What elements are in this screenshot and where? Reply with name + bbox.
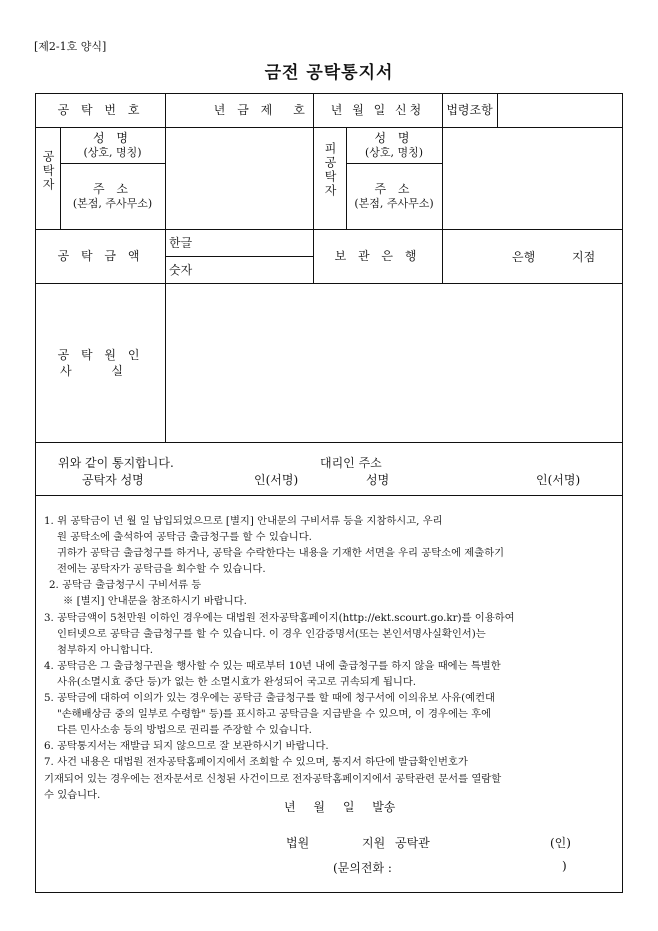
year-text: 년 금 제 — [213, 103, 277, 118]
cause-line2: 사 실 — [60, 364, 141, 378]
note-line: 7. 사건 내용은 대법원 전자공탁홈페이지에서 조회할 수 있으며, 통지서 하단에 발급확인번호가 — [44, 756, 468, 769]
depositee-addr-label — [346, 164, 442, 229]
amount-label: 공 탁 금 액 — [57, 249, 144, 264]
addr-label: 주 소 — [93, 181, 132, 196]
seal-2: 인(서명) — [536, 473, 581, 487]
cause-label — [36, 284, 165, 442]
amount-number-label: 숫자 — [169, 263, 193, 277]
branch-text: 지점 — [572, 250, 596, 264]
note-line: 인터넷으로 공탁금 출급청구를 할 수 있습니다. 이 경우 인감증명서(또는 본인서명사실확인서)는 — [57, 627, 486, 640]
depositee-name-label — [346, 128, 442, 163]
note-line: 수 있습니다. — [44, 788, 101, 801]
depositor-side-label: 공탁자 — [41, 150, 55, 192]
depositee-side-label: 피공탁자 — [323, 142, 337, 198]
bank-text: 은행 — [512, 250, 536, 264]
note-line: 3. 공탁금액이 5천만원 이하인 경우에는 대법원 전자공탁홈페이지(http://ekt.scourt.go.kr)를 이용하여 — [44, 611, 515, 624]
note-line: 기재되어 있는 경우에는 전자문서로 신청된 사건이므로 전자공탁홈페이지에서 공탁관련 문서를 열람할 — [44, 772, 502, 785]
note-line: 6. 공탁통지서는 재발급 되지 않으므로 잘 보관하시기 바랍니다. — [44, 740, 329, 753]
note-line: 4. 공탁금은 그 출급청구권을 행사할 수 있는 때로부터 10년 내에 출급청구를 하지 않을 때에는 특별한 — [44, 659, 501, 672]
name-sub: (상호, 명칭) — [83, 146, 142, 160]
note-line: 원 공탁소에 출석하여 공탁금 출급청구를 할 수 있습니다. — [57, 531, 312, 544]
notes-section — [44, 513, 616, 803]
deposit-number-label: 공 탁 번 호 — [57, 103, 144, 118]
note-line: 사유(소멸시효 중단 등)가 없는 한 소멸시효가 완성되어 국고로 귀속되게 됩니다. — [57, 675, 417, 688]
name-label: 성 명 — [93, 130, 132, 145]
addr-sub: (본점, 주사무소) — [354, 197, 434, 211]
note-line: 전에는 공탁자가 공탁금을 회수할 수 있습니다. — [57, 563, 266, 576]
officer-label: 지원 공탁관 — [362, 836, 430, 850]
depositor-addr-label — [60, 164, 165, 229]
note-line: ※ [별지] 안내문을 참조하시기 바랍니다. — [63, 595, 247, 608]
document-title: 금전 공탁통지서 — [264, 63, 394, 83]
apply-date-label: 년 월 일 신청 — [330, 103, 425, 118]
col-divider — [497, 94, 498, 128]
notify-text: 위와 같이 통지합니다. — [58, 456, 174, 470]
row-divider — [36, 495, 623, 496]
form-number: [제2-1호 양식] — [34, 40, 107, 53]
name-label: 성 명 — [374, 130, 414, 145]
note-line: 다른 민사소송 등의 방법으로 권리를 주장할 수 있습니다. — [57, 724, 312, 737]
agent-address-label: 대리인 주소 — [320, 456, 382, 470]
note-line: 2. 공탁금 출급청구시 구비서류 등 — [49, 579, 202, 592]
row-divider — [165, 256, 313, 257]
row-divider — [36, 442, 623, 443]
agent-name-field: 성명 — [366, 473, 390, 487]
note-line: 1. 위 공탁금이 년 월 일 납입되었으므로 [별지] 안내문의 구비서류 등을 지참하시고, 우리 — [44, 515, 443, 527]
note-line: 첨부하지 아니합니다. — [57, 643, 154, 656]
amount-hangul-label: 한글 — [169, 236, 193, 250]
inquiry-phone-close: ) — [562, 859, 567, 873]
law-article-label: 법령조항 — [446, 103, 493, 118]
depositor-name-label — [60, 128, 165, 163]
cause-line1: 공 탁 원 인 — [57, 347, 144, 362]
issue-date: 년 월 일 발송 — [284, 800, 396, 814]
ho-text: 호 — [293, 103, 305, 118]
inquiry-phone: (문의전화 : — [333, 861, 392, 875]
seal-1: 인(서명) — [254, 473, 299, 487]
addr-label: 주 소 — [374, 181, 414, 196]
addr-sub: (본점, 주사무소) — [72, 197, 153, 211]
officer-seal: (인) — [550, 836, 571, 850]
bank-label: 보 관 은 행 — [334, 249, 421, 264]
note-line: "손해배상금 중의 일부로 수령함" 등)를 표시하고 공탁금을 지급받을 수 있으며, 이 경우에는 후에 — [57, 708, 492, 721]
name-sub: (상호, 명칭) — [364, 146, 424, 160]
note-line: 5. 공탁금에 대하여 이의가 있는 경우에는 공탁금 출급청구를 할 때에 청구서에 이의유보 사유(예컨대 — [44, 692, 495, 705]
depositor-name-field: 공탁자 성명 — [82, 473, 144, 487]
note-line: 귀하가 공탁금 출급청구를 하거나, 공탁을 수락한다는 내용을 기재한 서면을 우리 공탁소에 제출하기 — [57, 547, 505, 560]
col-divider — [165, 94, 166, 443]
court-label: 법원 — [286, 836, 310, 850]
